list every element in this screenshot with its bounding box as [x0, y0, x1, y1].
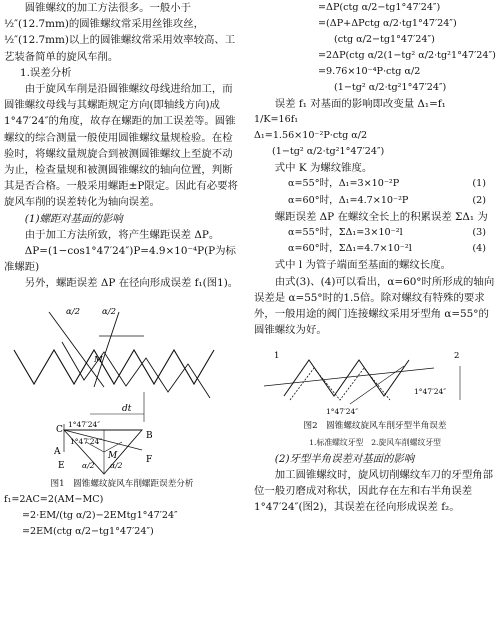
sub1-text-b: 另外，螺距误差 ΔP 在径向形成误差 f₁(图1)。 — [24, 277, 239, 290]
figure-2-caption: 图2 圆锥螺纹旋风车削牙型半角误差 — [303, 421, 447, 432]
fig2-angle-b: 1°47′24″ — [414, 387, 447, 397]
right-formula-3: (ctg α/2−tg1°47′24″) — [334, 34, 435, 45]
fig1-angle-top: 1°47′24″ — [68, 419, 101, 429]
analysis-paragraph: 由于旋风车削是沿圆锥螺纹母线进给加工，而圆锥螺纹母线与其螺距规定方向(即轴线方向)成1°47′24″的角度，故存在螺距的加工误差等。圆锥螺纹的综合测量一般使用圆锥螺纹量规检验。在检验时，将螺纹量规旋合到被测圆锥螺纹上至旋不动为止，检查量规和被测圆锥螺纹的轴向位置，判断其是否合格。一般采用螺距±P限定。因此有必要将旋风车削的误差转化为轴向误差。 — [4, 83, 238, 209]
fig2-angle-a: 1°47′24″ — [326, 407, 359, 417]
figure-1-caption: 图1 圆锥螺纹旋风车削螺距误差分析 — [50, 478, 194, 489]
figure-2 — [254, 338, 496, 418]
conversion-text: 误差 f₁ 对基面的影响即改变量 Δ₁=f₁ — [274, 98, 446, 110]
right-column — [254, 0, 496, 516]
accumulated-error-text: 螺距误差 ΔP 在螺纹全长上的积累误差 ΣΔ₁ 为 — [274, 210, 488, 223]
fig1-tilted-profile — [62, 342, 210, 398]
delta1-line-2: (1−tg² α/2·tg²1°47′24″) — [272, 146, 385, 158]
l-definition: 式中 l 为管子端面至基面的螺纹长度。 — [274, 259, 451, 272]
left-column — [4, 0, 240, 540]
fig1-label-M: M — [108, 450, 118, 461]
fig1-alpha-right: α/2 — [110, 460, 123, 470]
right-formula-5: =9.76×10⁻⁴P·ctg α/2 — [318, 66, 421, 77]
fig2-label-1: 1 — [274, 351, 280, 362]
sub1-formula: ΔP=(1−cos1°47′24″)P=4.9×10⁻⁴P(P为标准螺距) — [4, 245, 236, 274]
section-heading: 1.误差分析 — [20, 66, 72, 79]
delta1-line-1: Δ₁=1.56×10⁻²P·ctg α/2 — [254, 130, 368, 142]
fig1-dt-label: dt — [122, 403, 132, 414]
right-formula-1: =ΔP(ctg α/2−tg1°47′24″) — [318, 2, 441, 13]
left-formula-2: =2·EM/(tg α/2)−2EMtg1°47′24″ — [22, 509, 178, 521]
subsection-2-heading: (2)牙型半角误差对基面的影响 — [274, 452, 415, 465]
equation-1: α=55°时，Δ₁=3×10⁻²P (1) — [288, 178, 486, 190]
fig1-angle-mid: 1°47′24″ — [70, 436, 103, 446]
conclusion-paragraph: 由式(3)、(4)可以看出，α=60°时所形成的轴向误差是 α=55°时的1.5倍。除对螺纹有特殊的要求外，一般用途的阀门连接螺纹采用牙型角 α=55°的圆锥螺纹为好。 — [254, 275, 495, 337]
equation-2: α=60°时，Δ₁=4.7×10⁻²P (2) — [288, 194, 486, 206]
fig1-alpha-1: α/2 — [66, 306, 81, 317]
figure-2-subcaption: 1.标准螺纹牙型 2.旋风车削螺纹牙型 — [309, 437, 441, 447]
left-formula-3: =2EM(ctg α/2−tg1°47′24″) — [22, 525, 154, 537]
conversion-formula: 1/K=16f₁ — [254, 114, 299, 126]
fig2-cut-profile — [290, 368, 390, 400]
fig1-m-top: M — [94, 354, 103, 365]
fig1-label-B: B — [146, 430, 153, 441]
intro-paragraph: 圆锥螺纹的加工方法很多。一般小于½″(12.7mm)的圆锥螺纹常采用丝锥攻丝，½″(12.7mm)以上的圆锥螺纹常采用效率较高、工艺装备简单的旋风车削。 — [4, 2, 236, 63]
equation-4: α=60°时，ΣΔ₁=4.7×10⁻²l (4) — [288, 243, 486, 255]
fig1-alpha-left: α/2 — [82, 460, 95, 470]
figure-1 — [4, 292, 240, 476]
right-formula-4: =2ΔP(ctg α/2(1−tg² α/2·tg²1°47′24″) — [318, 50, 496, 61]
subsection-1-heading: (1)螺距对基面的影响 — [24, 212, 123, 225]
fig2-standard-profile — [284, 360, 409, 396]
fig1-label-E: E — [58, 460, 65, 471]
fig1-label-C: C — [56, 424, 63, 435]
equation-3: α=55°时，ΣΔ₁=3×10⁻²l (3) — [288, 227, 486, 239]
fig2-label-2: 2 — [454, 351, 460, 362]
k-definition: 式中 K 为螺纹锥度。 — [274, 162, 373, 175]
fig1-label-A: A — [54, 446, 61, 457]
right-formula-6: (1−tg² α/2·tg²1°47′24″) — [334, 82, 447, 93]
sub2-paragraph: 加工圆锥螺纹时，旋风切削螺纹车刀的牙型角部位一般刃磨成对称状，因此存在左和右半角误差1°47′24″(图2)，其误差在径向形成误差 f₂。 — [254, 469, 493, 514]
right-formula-2: =(ΔP+ΔPctg α/2·tg1°47′24″) — [318, 18, 457, 29]
fig1-alpha-2: α/2 — [102, 306, 117, 317]
sub1-text-a: 由于加工方法所致，将产生螺距误差 ΔP。 — [24, 228, 220, 241]
left-formula-1: f₁=2AC=2(AM−MC) — [4, 493, 104, 505]
fig1-label-F: F — [146, 454, 153, 465]
